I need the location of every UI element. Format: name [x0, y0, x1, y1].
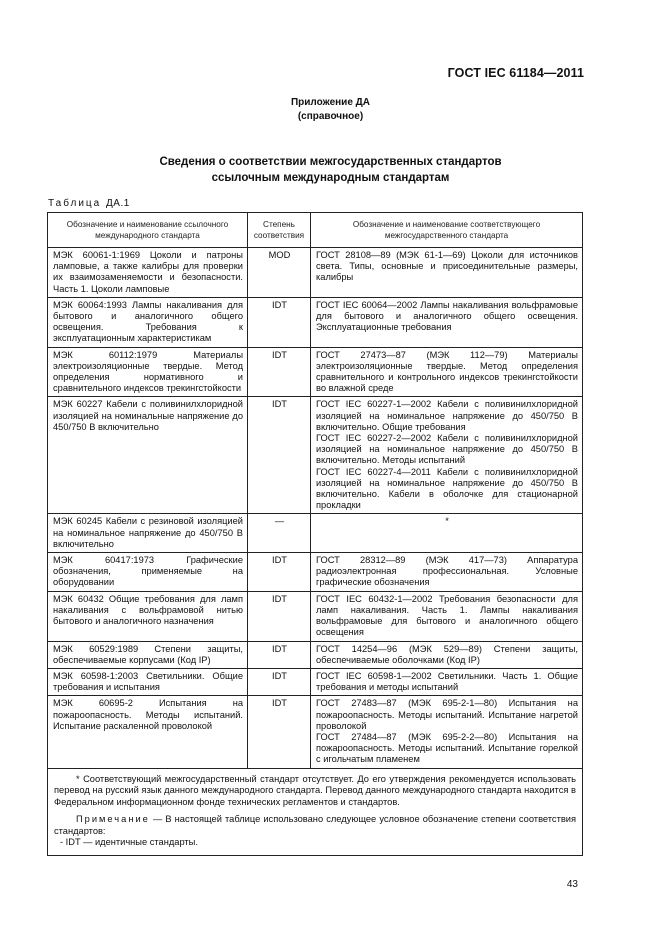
- national-standard-entry: ГОСТ IEC 60227-4—2011 Кабели с поливинилхлоридной изоляцией на номинальное напряжение до 450/750 В включительно. Кабели в оболочке для стационарной прокладки: [316, 466, 578, 511]
- table-footnote-row: [48, 768, 583, 855]
- table-footnote-cell: [48, 768, 583, 855]
- footnote-text: * Соответствующий межгосударственный стандарт отсутствует. До его утверждения рекомендуется использовать перевод на русский язык данного международного стандарта. Перевод данного международного стандарта находится в Федеральном информационном фонде технических регламентов и стандартов.: [54, 773, 576, 807]
- document-code: ГОСТ IEC 61184—2011: [447, 66, 584, 80]
- degree-cell: IDT: [248, 297, 311, 347]
- degree-cell: IDT: [248, 397, 311, 514]
- national-standard-entry: ГОСТ 28108—89 (МЭК 61-1—69) Цоколи для источников света. Типы, основные и присоединительные размеры, калибры: [316, 250, 578, 283]
- intl-standard-cell: МЭК 60112:1979 Материалы электроизоляционные твердые. Метод определения нормативного и сравнительного индексов трекингстойкости: [48, 347, 248, 397]
- page-number: 43: [566, 879, 578, 890]
- degree-cell: IDT: [248, 591, 311, 641]
- national-standard-entry: ГОСТ IEC 60598-1—2002 Светильники. Часть 1. Общие требования и методы испытаний: [316, 670, 578, 693]
- intl-standard-cell: МЭК 60227 Кабели с поливинилхлоридной изоляцией на номинальные напряжение до 450/750 В включительно: [48, 397, 248, 514]
- table-row: [48, 347, 583, 397]
- main-title-line-2: ссылочным международным стандартам: [211, 172, 450, 184]
- table-row: [48, 297, 583, 347]
- header-intl-standard: Обозначение и наименование ссылочного международного стандарта: [48, 213, 248, 248]
- table-row: [48, 397, 583, 514]
- national-standard-cell: [311, 641, 583, 668]
- intl-standard-cell: МЭК 60529:1989 Степени защиты, обеспечиваемые корпусами (Код IP): [48, 641, 248, 668]
- note-text: — В настоящей таблице использовано следующее условное обозначение степени соответствия стандартов:: [54, 814, 576, 836]
- national-standard-cell: [311, 248, 583, 298]
- table-label: [48, 198, 130, 209]
- intl-standard-cell: МЭК 60432 Общие требования для ламп накаливания с вольфрамовой нитью бытового и аналогичного назначения: [48, 591, 248, 641]
- national-standard-cell: [311, 297, 583, 347]
- header-degree: Степень соответствия: [248, 213, 311, 248]
- table-header-row: [48, 213, 583, 248]
- table-note: [54, 814, 576, 837]
- national-standard-entry: ГОСТ 28312—89 (МЭК 417—73) Аппаратура радиоэлектронная профессиональная. Условные графические обозначения: [316, 555, 578, 588]
- main-title: [0, 154, 661, 186]
- intl-standard-cell: МЭК 60245 Кабели с резиновой изоляцией на номинальное напряжение до 450/750 В включительно: [48, 514, 248, 553]
- table-row: [48, 553, 583, 592]
- degree-cell: IDT: [248, 641, 311, 668]
- appendix-title: Приложение ДА: [290, 97, 371, 108]
- degree-cell: IDT: [248, 696, 311, 768]
- table-label-word: Таблица: [48, 198, 102, 209]
- table-row: [48, 668, 583, 695]
- main-title-line-1: Сведения о соответствии межгосударственных стандартов: [159, 156, 502, 168]
- national-standard-entry: ГОСТ 27483—87 (МЭК 695-2-1—80) Испытания на пожароопасность. Методы испытаний. Испытание нагретой проволокой: [316, 698, 578, 731]
- correspondence-table: [47, 212, 583, 856]
- national-standard-cell: [311, 696, 583, 768]
- table-label-number: ДА.1: [106, 198, 130, 209]
- national-standard-cell: [311, 591, 583, 641]
- intl-standard-cell: МЭК 60598-1:2003 Светильники. Общие требования и испытания: [48, 668, 248, 695]
- table-row: [48, 514, 583, 553]
- intl-standard-cell: МЭК 60417:1973 Графические обозначения, применяемые на оборудовании: [48, 553, 248, 592]
- table-row: [48, 591, 583, 641]
- national-standard-entry: ГОСТ 27473—87 (МЭК 112—79) Материалы электроизоляционные твердые. Метод определения сравнительного и контрольного индексов трекингстойкости во влажной среде: [316, 349, 578, 394]
- national-standard-entry: ГОСТ IEC 60227-1—2002 Кабели с поливинилхлоридной изоляцией на номинальное напряжение до 450/750 В включительно. Общие требования: [316, 399, 578, 432]
- intl-standard-cell: МЭК 60061-1:1969 Цоколи и патроны ламповые, а также калибры для проверки их взаимозаменяемости и безопасности. Часть 1. Цоколи ламповые: [48, 248, 248, 298]
- national-standard-entry: ГОСТ 14254—96 (МЭК 529—89) Степени защиты, обеспечиваемые оболочками (Код IP): [316, 643, 578, 665]
- footnote-marker: *: [445, 516, 449, 527]
- table-row: [48, 248, 583, 298]
- national-standard-cell: [311, 397, 583, 514]
- table-row: [48, 696, 583, 768]
- national-standard-cell: [311, 668, 583, 695]
- note-item: - IDT — идентичные стандарты.: [60, 837, 198, 848]
- appendix-subtitle: (справочное): [297, 111, 364, 122]
- note-label: Примечание: [76, 814, 150, 825]
- national-standard-cell: [311, 553, 583, 592]
- national-standard-cell: [311, 514, 583, 553]
- national-standard-entry: ГОСТ IEC 60432-1—2002 Требования безопасности для ламп накаливания. Часть 1. Лампы накаливания вольфрамовые для бытового и аналогичного общего освещения: [316, 593, 578, 638]
- national-standard-entry: ГОСТ 27484—87 (МЭК 695-2-2—80) Испытания на пожароопасность. Методы испытаний. Испытание горелкой с игольчатым пламенем: [316, 731, 578, 765]
- degree-cell: IDT: [248, 347, 311, 397]
- national-standard-entry: ГОСТ IEC 60227-2—2002 Кабели с поливинилхлоридной изоляцией на номинальное напряжение до 450/750 В включительно. Методы испытаний: [316, 433, 578, 466]
- intl-standard-cell: МЭК 60695-2 Испытания на пожароопасность. Методы испытаний. Испытание раскаленной проволокой: [48, 696, 248, 768]
- national-standard-cell: [311, 347, 583, 397]
- degree-cell: —: [248, 514, 311, 553]
- intl-standard-cell: МЭК 60064:1993 Лампы накаливания для бытового и аналогичного общего освещения. Требования к эксплуатационным характеристикам: [48, 297, 248, 347]
- degree-cell: IDT: [248, 553, 311, 592]
- national-standard-entry: ГОСТ IEC 60064—2002 Лампы накаливания вольфрамовые для бытового и аналогичного общего освещения. Эксплуатационные требования: [316, 299, 578, 333]
- header-national-standard: Обозначение и наименование соответствующего межгосударственного стандарта: [311, 213, 583, 248]
- table-body: [48, 248, 583, 856]
- table-row: [48, 641, 583, 668]
- degree-cell: MOD: [248, 248, 311, 298]
- degree-cell: IDT: [248, 668, 311, 695]
